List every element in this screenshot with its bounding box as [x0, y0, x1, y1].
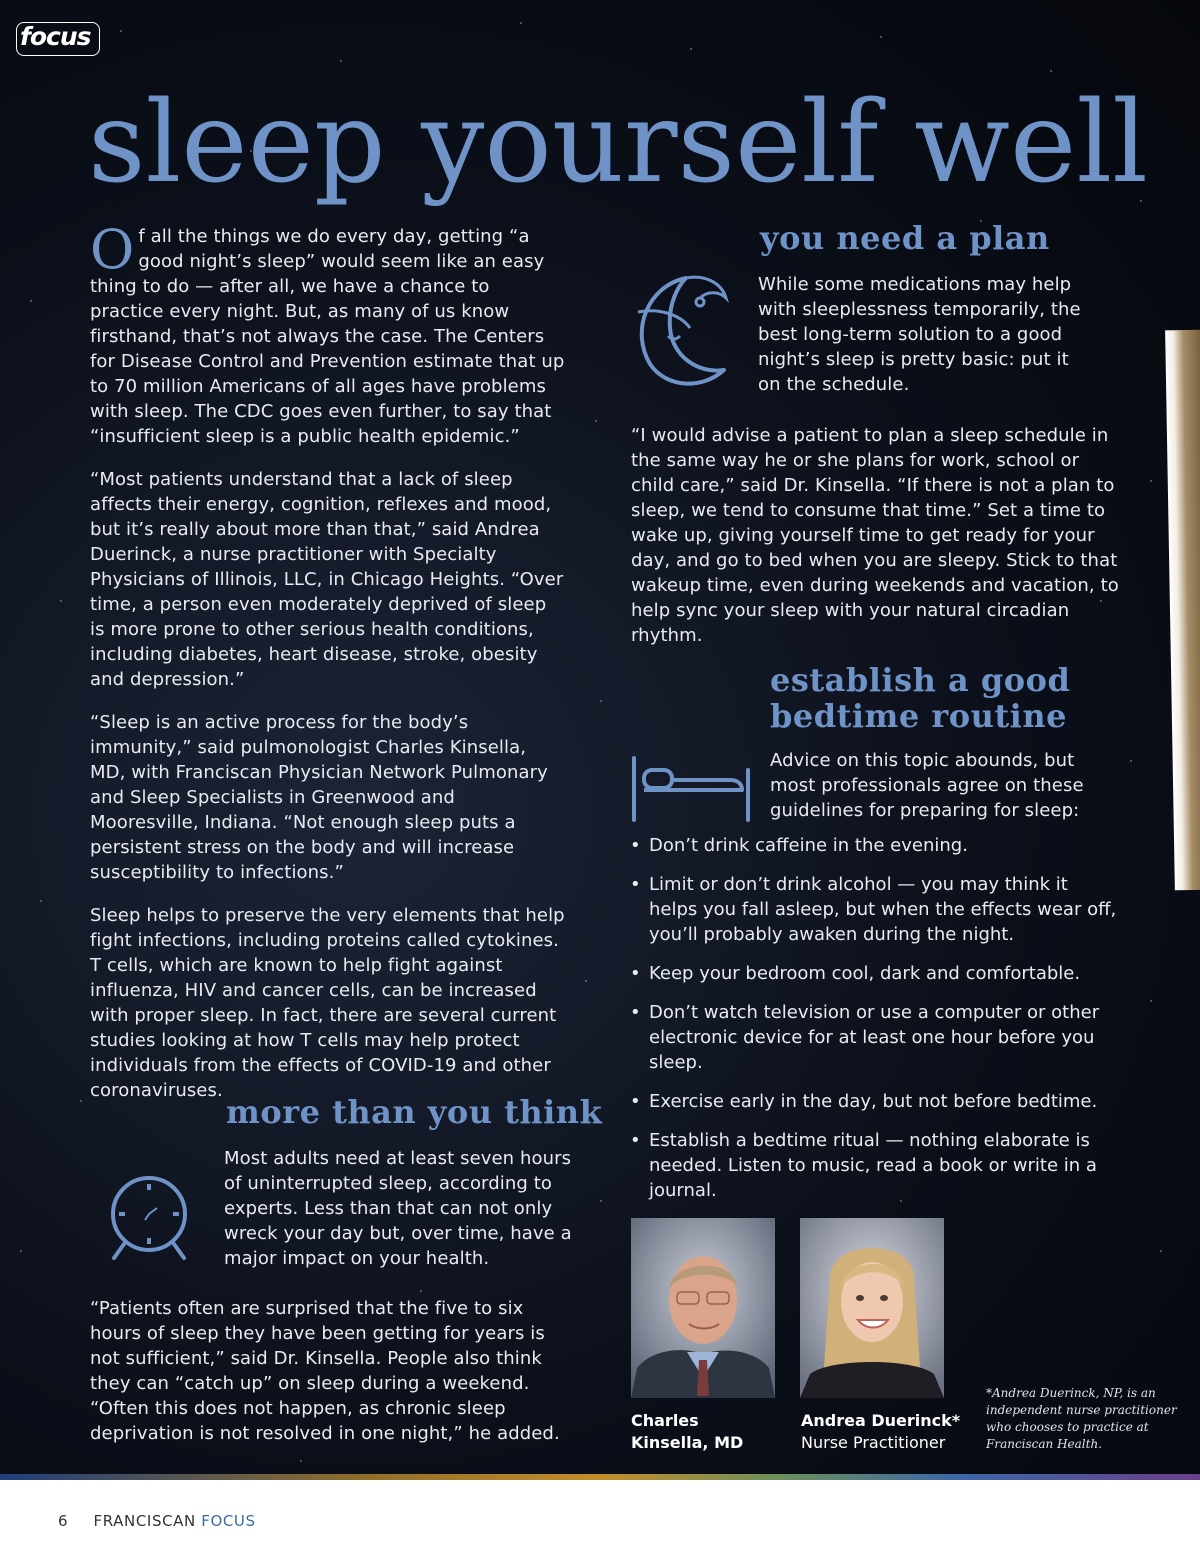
list-item	[630, 1128, 1120, 1203]
bedtime-guidelines-list	[630, 833, 1120, 1217]
intro-paragraph-text: f all the things we do every day, getting “a good night’s sleep” would seem like an easy thing to do — after all, we have a chance to practice every night. But, as many of us know firsthand, that’s not always the case. The Centers for Disease Control and Prevention estimate that up to 70 million Americans of all ages have problems with sleep. The CDC goes even further, to say that “insufficient sleep is a public health epidemic.”	[90, 226, 565, 447]
heading-bedtime-line2: bedtime routine	[770, 697, 1067, 735]
color-stripe	[0, 1474, 1200, 1480]
list-item	[630, 1089, 1120, 1114]
more-paragraph	[90, 1296, 580, 1464]
portrait-man-image	[631, 1218, 775, 1398]
list-item-text: Keep your bedroom cool, dark and comfortable.	[649, 963, 1081, 984]
bullet-dot: •	[630, 835, 641, 856]
plan-intro-text: While some medications may help with sleeplessness temporarily, the best long-term solution to a good night’s sleep is pretty basic: put it on the schedule.	[758, 274, 1081, 395]
alarm-clock-icon	[104, 1168, 194, 1264]
routine-intro	[770, 748, 1100, 841]
caption-name-line1: Charles	[631, 1411, 699, 1430]
bullet-dot: •	[630, 1130, 641, 1151]
routine-intro-text: Advice on this topic abounds, but most professionals agree on these guidelines for preparing for sleep:	[770, 750, 1084, 821]
list-item	[630, 1000, 1120, 1075]
more-paragraph-text: “Patients often are surprised that the five to six hours of sleep they have been getting for years is not sufficient,” said Dr. Kinsella. People also think they can “catch up” on sleep during a weekend. “Often this does not happen, as chronic sleep deprivation is not resolved in one night,” he added.	[90, 1298, 560, 1444]
page-footer	[58, 1512, 256, 1530]
page-curl-edge	[1165, 330, 1200, 891]
footer-brand-focus: FOCUS	[201, 1512, 256, 1530]
heading-more-than-you-think: more than you think	[226, 1093, 603, 1131]
moon-nightcap-icon	[628, 270, 732, 392]
caption-andrea-duerinck	[801, 1410, 960, 1454]
list-item	[630, 872, 1120, 947]
intro-paragraph	[90, 218, 566, 449]
plan-paragraph	[631, 423, 1121, 666]
footer-brand: FRANCISCAN	[93, 1512, 196, 1530]
bed-icon	[630, 756, 754, 822]
photo-andrea-duerinck	[800, 1218, 944, 1398]
caption-name-line2: Kinsella, MD	[631, 1433, 744, 1452]
list-item-text: Establish a bedtime ritual — nothing elaborate is needed. Listen to music, read a book or write in a journal.	[649, 1130, 1097, 1201]
list-item	[630, 833, 1120, 858]
left-column	[90, 218, 566, 1121]
drop-cap: O	[90, 218, 135, 281]
paragraph-tcells: Sleep helps to preserve the very elements that help fight infections, including proteins called cytokines. T cells, which are known to help fight against influenza, HIV and cancer cells, can be increased with proper sleep. In fact, there are several current studies looking at how T cells may help protect individuals from the effects of COVID-19 and other coronaviruses.	[90, 905, 565, 1101]
list-item-text: Don’t watch television or use a computer or other electronic device for at least one hour before you sleep.	[649, 1002, 1100, 1073]
paragraph-kinsella: “Sleep is an active process for the body’s immunity,” said pulmonologist Charles Kinsella, MD, with Franciscan Physician Network Pulmonary and Sleep Specialists in Greenwood and Mooresville, Indiana. “Not enough sleep puts a persistent stress on the body and will increase susceptibility to infections.”	[90, 712, 548, 883]
photo-charles-kinsella	[631, 1218, 775, 1398]
headline: sleep yourself well	[88, 78, 1148, 208]
caption-charles-kinsella	[631, 1410, 743, 1454]
logo-text: focus	[20, 22, 91, 51]
bullet-dot: •	[630, 1091, 641, 1112]
paragraph-duerinck: “Most patients understand that a lack of sleep affects their energy, cognition, reflexes and mood, but it’s really about more than that,” said Andrea Duerinck, a nurse practitioner with Specialty Physicians of Illinois, LLC, in Chicago Heights. “Over time, a person even moderately deprived of sleep is more prone to other serious health conditions, including diabetes, heart disease, stroke, obesity and depression.”	[90, 469, 564, 690]
plan-intro	[758, 272, 1088, 415]
list-item	[630, 961, 1120, 986]
more-intro	[224, 1146, 574, 1289]
caption-title: Nurse Practitioner	[801, 1433, 946, 1452]
portrait-woman-image	[800, 1218, 944, 1398]
focus-logo	[16, 22, 100, 56]
page-number: 6	[58, 1512, 69, 1530]
more-intro-text: Most adults need at least seven hours of uninterrupted sleep, according to experts. Less than that can not only wreck your day but, over time, have a major impact on your health.	[224, 1148, 572, 1269]
list-item-text: Limit or don’t drink alcohol — you may think it helps you fall asleep, but when the effects wear off, you’ll probably awaken during the night.	[649, 874, 1117, 945]
plan-paragraph-text: “I would advise a patient to plan a sleep schedule in the same way he or she plans for work, school or child care,” said Dr. Kinsella. “If there is not a plan to sleep, we tend to consume that time.” Set a time to wake up, giving yourself time to get ready for your day, and go to bed when you are sleepy. Stick to that wakeup time, even during weekends and vacation, to help sync your sleep with your natural circadian rhythm.	[631, 425, 1119, 646]
list-item-text: Don’t drink caffeine in the evening.	[649, 835, 968, 856]
heading-you-need-a-plan: you need a plan	[760, 219, 1050, 257]
bullet-dot: •	[630, 874, 641, 895]
list-item-text: Exercise early in the day, but not before bedtime.	[649, 1091, 1098, 1112]
bullet-dot: •	[630, 963, 641, 984]
caption-name-line1: Andrea Duerinck*	[801, 1411, 961, 1430]
footnote: *Andrea Duerinck, NP, is an independent nurse practitioner who chooses to practice at Franciscan Health.	[986, 1386, 1177, 1451]
bullet-dot: •	[630, 1002, 641, 1023]
heading-bedtime-line1: establish a good	[770, 661, 1071, 699]
